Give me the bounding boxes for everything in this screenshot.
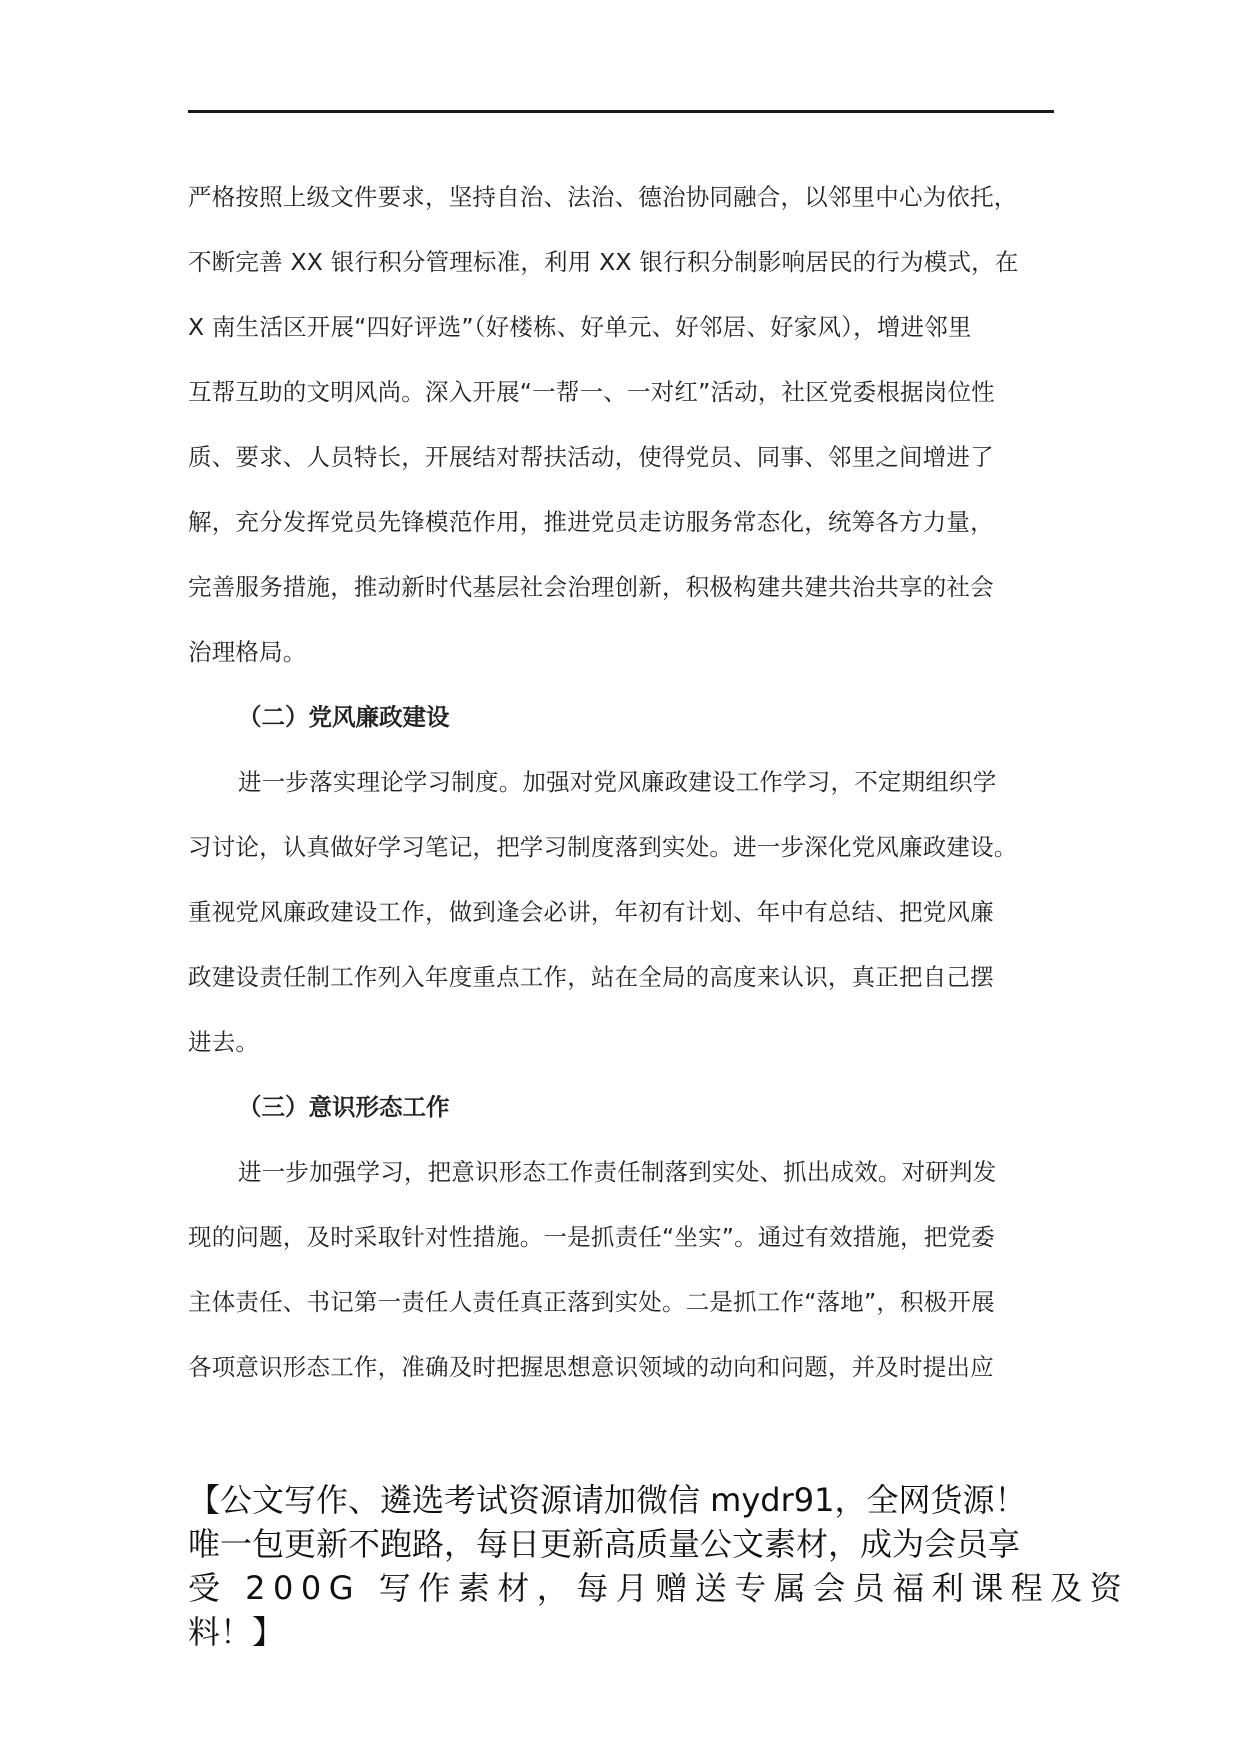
text-line: 解，充分发挥党员先锋模范作用，推进党员走访服务常态化，统筹各方力量，	[188, 508, 994, 536]
text-line: 各项意识形态工作，准确及时把握思想意识领域的动向和问题，并及时提出应	[188, 1353, 994, 1381]
text-line: 治理格局。	[188, 638, 307, 666]
text-line: 进一步加强学习，把意识形态工作责任制落到实处、抓出成效。对研判发	[238, 1158, 997, 1186]
promo-line: 【公文写作、遴选考试资源请加微信 mydr91，全网货源！	[188, 1481, 1027, 1519]
text-line: 重视党风廉政建设工作，做到逢会必讲，年初有计划、年中有总结、把党风廉	[188, 898, 994, 926]
text-line: 互帮互助的文明风尚。深入开展“一帮一、一对红”活动，社区党委根据岗位性	[188, 378, 995, 406]
text-line: 主体责任、书记第一责任人责任真正落到实处。二是抓工作“落地”，积极开展	[188, 1288, 995, 1316]
promo-advertisement	[188, 1478, 1130, 1654]
section-heading-party-conduct: （二）党风廉政建设	[238, 703, 450, 731]
text-line: 进去。	[188, 1028, 260, 1056]
section-heading-ideology: （三）意识形态工作	[238, 1093, 450, 1121]
promo-line: 受 200G 写作素材，每月赠送专属会员福利课程及资	[188, 1569, 1130, 1607]
paragraph-party-conduct	[188, 750, 1068, 1075]
text-line: X 南生活区开展“四好评选”（好楼栋、好单元、好邻居、好家风），增进邻里	[188, 313, 972, 341]
text-line: 完善服务措施，推动新时代基层社会治理创新，积极构建共建共治共享的社会	[188, 573, 994, 601]
promo-line: 唯一包更新不跑路，每日更新高质量公文素材，成为会员享	[188, 1525, 1021, 1563]
text-line: 不断完善 XX 银行积分管理标准，利用 XX 银行积分制影响居民的行为模式，在	[188, 248, 1019, 276]
paragraph-community-governance	[188, 165, 1068, 685]
promo-line: 料！】	[188, 1613, 285, 1651]
text-line: 现的问题，及时采取针对性措施。一是抓责任“坐实”。通过有效措施，把党委	[188, 1223, 995, 1251]
text-line: 质、要求、人员特长，开展结对帮扶活动，使得党员、同事、邻里之间增进了	[188, 443, 994, 471]
header-rule	[188, 110, 1054, 113]
text-line: 政建设责任制工作列入年度重点工作，站在全局的高度来认识，真正把自己摆	[188, 963, 994, 991]
text-line: 进一步落实理论学习制度。加强对党风廉政建设工作学习，不定期组织学	[238, 768, 997, 796]
text-line: 严格按照上级文件要求，坚持自治、法治、德治协同融合，以邻里中心为依托，	[188, 183, 1018, 211]
text-line: 习讨论，认真做好学习笔记，把学习制度落到实处。进一步深化党风廉政建设。	[188, 833, 1018, 861]
paragraph-ideology	[188, 1140, 1068, 1400]
document-body	[188, 165, 1068, 1400]
